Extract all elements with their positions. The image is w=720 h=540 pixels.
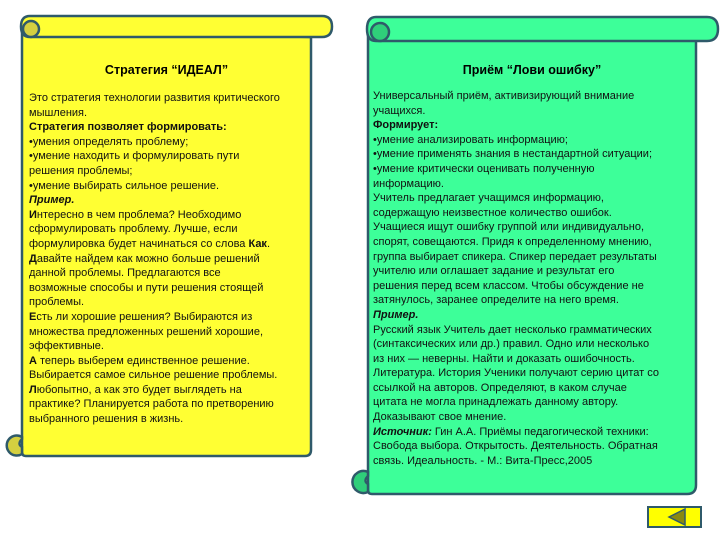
text-segment: Как xyxy=(248,237,267,250)
text-line xyxy=(373,425,659,440)
text-line xyxy=(373,264,659,279)
text-segment: юбопытно, а как это будет выглядеть на xyxy=(36,383,242,396)
text-line xyxy=(373,220,659,235)
back-button[interactable] xyxy=(647,506,702,528)
left-body-text xyxy=(29,91,280,427)
text-segment: •умение применять знания в нестандартной ситуации; xyxy=(373,148,653,161)
text-line xyxy=(29,252,280,267)
text-line xyxy=(29,120,280,135)
text-segment: (синтаксических или др.) правил. Одно или несколько xyxy=(373,338,650,351)
text-segment: И xyxy=(29,208,37,221)
triangle-left-icon xyxy=(649,508,700,526)
text-line xyxy=(373,250,659,265)
text-segment: решения проблемы; xyxy=(29,164,133,177)
text-segment: данной проблемы. Предлагаются все xyxy=(29,267,221,280)
text-line xyxy=(29,354,280,369)
text-segment: проблемы. xyxy=(29,296,85,309)
text-line xyxy=(373,235,659,250)
text-line xyxy=(373,147,659,162)
text-segment: учителю или оглашает задание и результат его xyxy=(373,265,615,278)
text-line xyxy=(373,293,659,308)
text-line xyxy=(373,279,659,294)
right-title: Приём “Лови ошибку” xyxy=(462,63,602,77)
text-segment: . xyxy=(266,237,271,250)
text-line xyxy=(373,104,659,119)
scroll-curl-top-right xyxy=(371,23,389,41)
text-segment: информацию. xyxy=(373,177,444,190)
text-line xyxy=(373,133,659,148)
text-line xyxy=(29,91,280,106)
text-segment: Е xyxy=(29,310,37,323)
scroll-curl-bottom-left xyxy=(7,436,22,456)
text-segment: содержащую неизвестное количество ошибок. xyxy=(373,206,612,219)
text-line xyxy=(373,162,659,177)
text-segment: Стратегия позволяет формировать: xyxy=(29,121,227,134)
text-line xyxy=(29,368,280,383)
scroll-curl-top-left xyxy=(23,21,39,37)
text-segment: Пример. xyxy=(29,194,75,207)
text-line xyxy=(29,310,280,325)
text-segment: А xyxy=(29,354,37,367)
text-segment: •умение критически оценивать полученную xyxy=(373,162,595,175)
text-line xyxy=(373,352,659,367)
text-line xyxy=(29,325,280,340)
text-segment: Универсальный приём, активизирующий внимание xyxy=(373,90,635,102)
text-line xyxy=(29,237,280,252)
text-segment: Учащиеся ищут ошибку группой или индивидуально, xyxy=(373,221,645,234)
text-segment: практике? Планируется работа по претворению xyxy=(29,398,274,411)
text-line xyxy=(29,397,280,412)
text-segment: множества предложенных решений хорошие, xyxy=(29,325,264,338)
text-line xyxy=(29,208,280,223)
text-segment: Литература. История Ученики получают серию цитат со xyxy=(373,367,660,380)
text-line xyxy=(29,266,280,281)
text-line xyxy=(373,439,659,454)
text-segment: •умение находить и формулировать пути xyxy=(29,150,240,163)
text-segment: Гин А.А. Приёмы педагогической техники: xyxy=(431,425,649,438)
text-line xyxy=(29,281,280,296)
text-segment: Пример. xyxy=(373,308,419,321)
text-segment: эффективные. xyxy=(29,340,104,353)
text-segment: мышления. xyxy=(29,106,88,119)
text-line xyxy=(373,410,659,425)
text-segment: возможные способы и пути решения стоящей xyxy=(29,281,264,294)
text-segment: спорят, совещаются. Придя к определенному мнению, xyxy=(373,235,652,248)
text-line xyxy=(373,381,659,396)
text-line xyxy=(29,164,280,179)
text-line xyxy=(29,222,280,237)
text-line xyxy=(29,179,280,194)
left-title: Стратегия “ИДЕАЛ” xyxy=(104,63,229,77)
text-segment: цитата не могла принадлежать данному автору. xyxy=(373,396,619,409)
text-line xyxy=(373,395,659,410)
text-segment: теперь выберем единственное решение. xyxy=(36,354,250,367)
text-line xyxy=(373,191,659,206)
text-segment: •умение выбирать сильное решение. xyxy=(29,179,220,192)
text-line xyxy=(29,295,280,310)
text-line xyxy=(29,149,280,164)
text-segment: из них — неверны. Найти и доказать ошибочность. xyxy=(373,352,635,365)
text-segment: Л xyxy=(29,383,37,396)
text-segment: Доказывают свое мнение. xyxy=(373,411,507,424)
text-segment: Выбирается самое сильное решение проблемы. xyxy=(29,369,278,382)
text-segment: •умения определять проблему; xyxy=(29,135,189,148)
text-line xyxy=(373,118,659,133)
text-segment: сформулировать проблему. Лучше, если xyxy=(29,223,238,236)
text-segment: выбранного решения в жизнь. xyxy=(29,413,184,426)
text-line xyxy=(29,135,280,150)
text-line xyxy=(29,339,280,354)
text-segment: •умение анализировать информацию; xyxy=(373,133,568,146)
text-segment: Д xyxy=(29,252,37,265)
text-segment: авайте найдем как можно больше решений xyxy=(36,252,260,265)
text-line xyxy=(29,106,280,121)
text-segment: Формирует: xyxy=(373,119,439,132)
text-segment: решения перед всем классом. Чтобы обсуждение не xyxy=(373,279,644,292)
text-line xyxy=(373,366,659,381)
text-segment: связь. Идеальность. - М.: Вита-Пресс,2005 xyxy=(373,454,593,467)
right-body-text xyxy=(373,89,659,468)
text-segment: нтересно в чем проблема? Необходимо xyxy=(36,208,242,221)
text-line xyxy=(373,337,659,352)
text-segment: затянулось, заранее определите на него время. xyxy=(373,294,619,307)
text-line xyxy=(373,308,659,323)
text-segment: Источник: xyxy=(373,425,432,438)
text-line xyxy=(29,193,280,208)
text-line xyxy=(373,323,659,338)
text-segment: формулировка будет начинаться со слова xyxy=(29,237,249,250)
text-line xyxy=(373,454,659,469)
scroll-curl-bottom-right xyxy=(352,471,368,493)
text-line xyxy=(373,89,659,104)
text-segment: Свобода выбора. Открытость. Деятельность. Обратная xyxy=(373,440,658,453)
text-segment: Это стратегия технологии развития критического xyxy=(29,92,280,104)
text-line xyxy=(29,383,280,398)
text-segment: Русский язык Учитель дает несколько грамматических xyxy=(373,323,652,336)
text-line xyxy=(373,206,659,221)
text-segment: Учитель предлагает учащимся информацию, xyxy=(373,192,604,205)
text-segment: учащихся. xyxy=(373,104,426,117)
text-segment: ссылкой на авторов. Определяют, в каком случае xyxy=(373,381,627,394)
text-line xyxy=(29,412,280,427)
text-line xyxy=(373,177,659,192)
text-segment: сть ли хорошие решения? Выбираются из xyxy=(36,310,253,323)
text-segment: группа выбирает спикера. Спикер передает результаты xyxy=(373,250,657,263)
